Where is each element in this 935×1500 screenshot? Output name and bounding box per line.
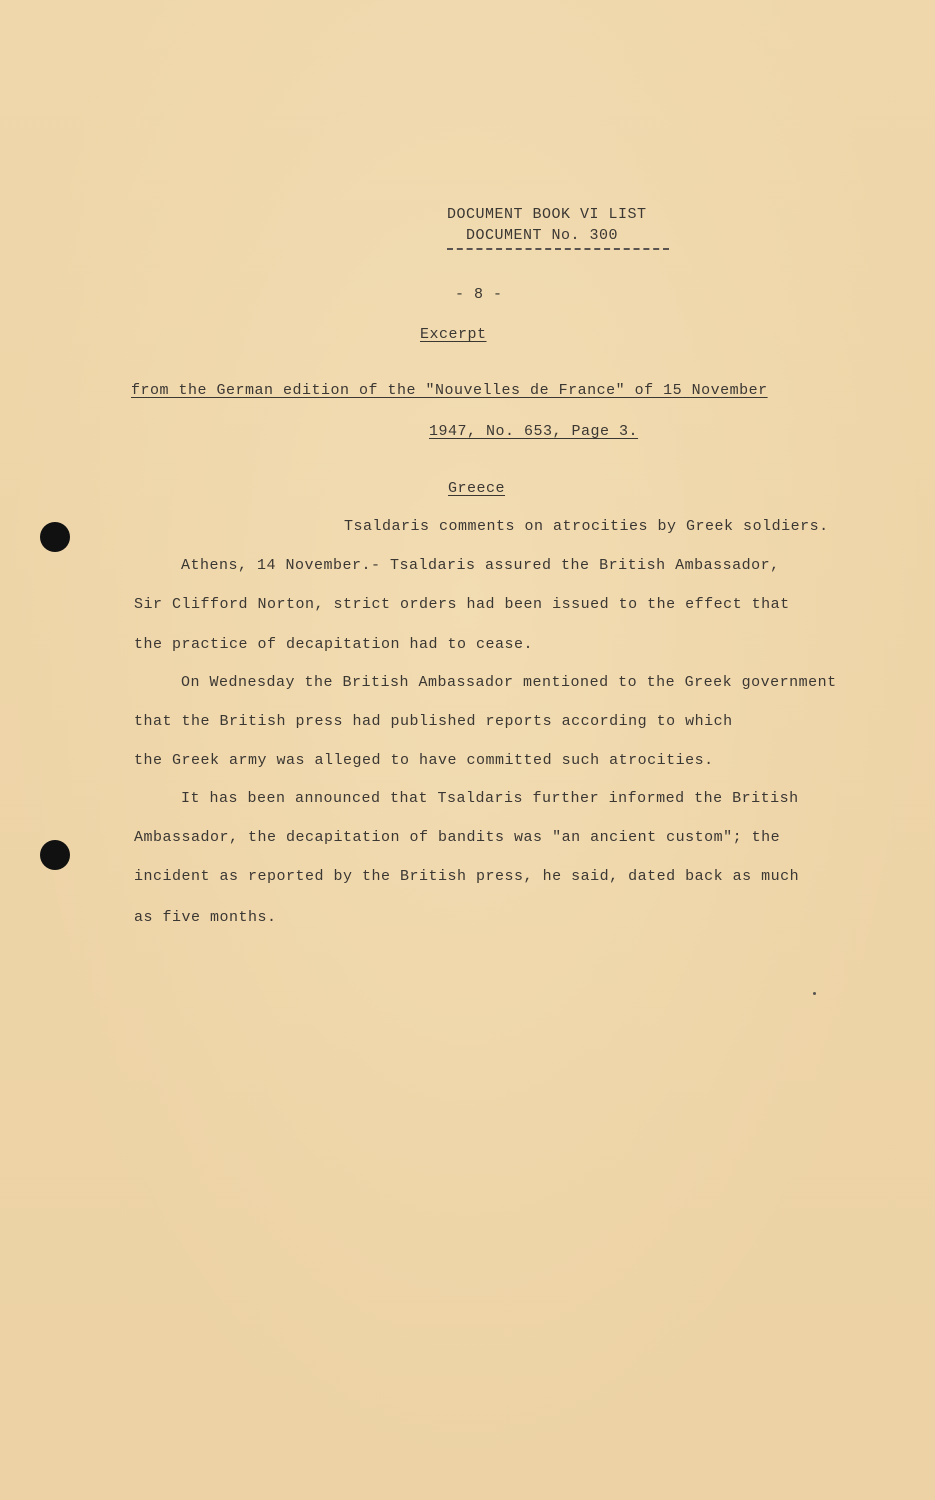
section-greece: Greece bbox=[448, 480, 506, 497]
page-number: - 8 - bbox=[455, 286, 503, 303]
body-line-8: Ambassador, the decapitation of bandits was "an ancient custom"; the bbox=[134, 829, 781, 846]
header-dash-rule bbox=[447, 248, 669, 250]
source-line-1: from the German edition of the "Nouvelles de France" of 15 November bbox=[131, 382, 768, 399]
subtitle: Tsaldaris comments on atrocities by Greek soldiers. bbox=[344, 518, 829, 535]
body-line-3: the practice of decapitation had to cease. bbox=[134, 636, 534, 653]
punch-hole-top bbox=[40, 522, 70, 552]
body-line-9: incident as reported by the British press, he said, dated back as much bbox=[134, 868, 800, 885]
header-line-2: DOCUMENT No. 300 bbox=[466, 227, 619, 244]
body-line-5: that the British press had published reports according to which bbox=[134, 713, 733, 730]
source-line-2: 1947, No. 653, Page 3. bbox=[429, 423, 639, 440]
punch-hole-bottom bbox=[40, 840, 70, 870]
paper-speck bbox=[813, 992, 816, 995]
body-line-2: Sir Clifford Norton, strict orders had been issued to the effect that bbox=[134, 596, 790, 613]
body-line-4: On Wednesday the British Ambassador mentioned to the Greek government bbox=[181, 674, 837, 691]
body-line-7: It has been announced that Tsaldaris further informed the British bbox=[181, 790, 799, 807]
body-line-6: the Greek army was alleged to have committed such atrocities. bbox=[134, 752, 714, 769]
heading-excerpt: Excerpt bbox=[420, 326, 487, 343]
body-line-1: Athens, 14 November.- Tsaldaris assured the British Ambassador, bbox=[181, 557, 780, 574]
body-line-10: as five months. bbox=[134, 909, 277, 926]
header-line-1: DOCUMENT BOOK VI LIST bbox=[447, 206, 647, 223]
